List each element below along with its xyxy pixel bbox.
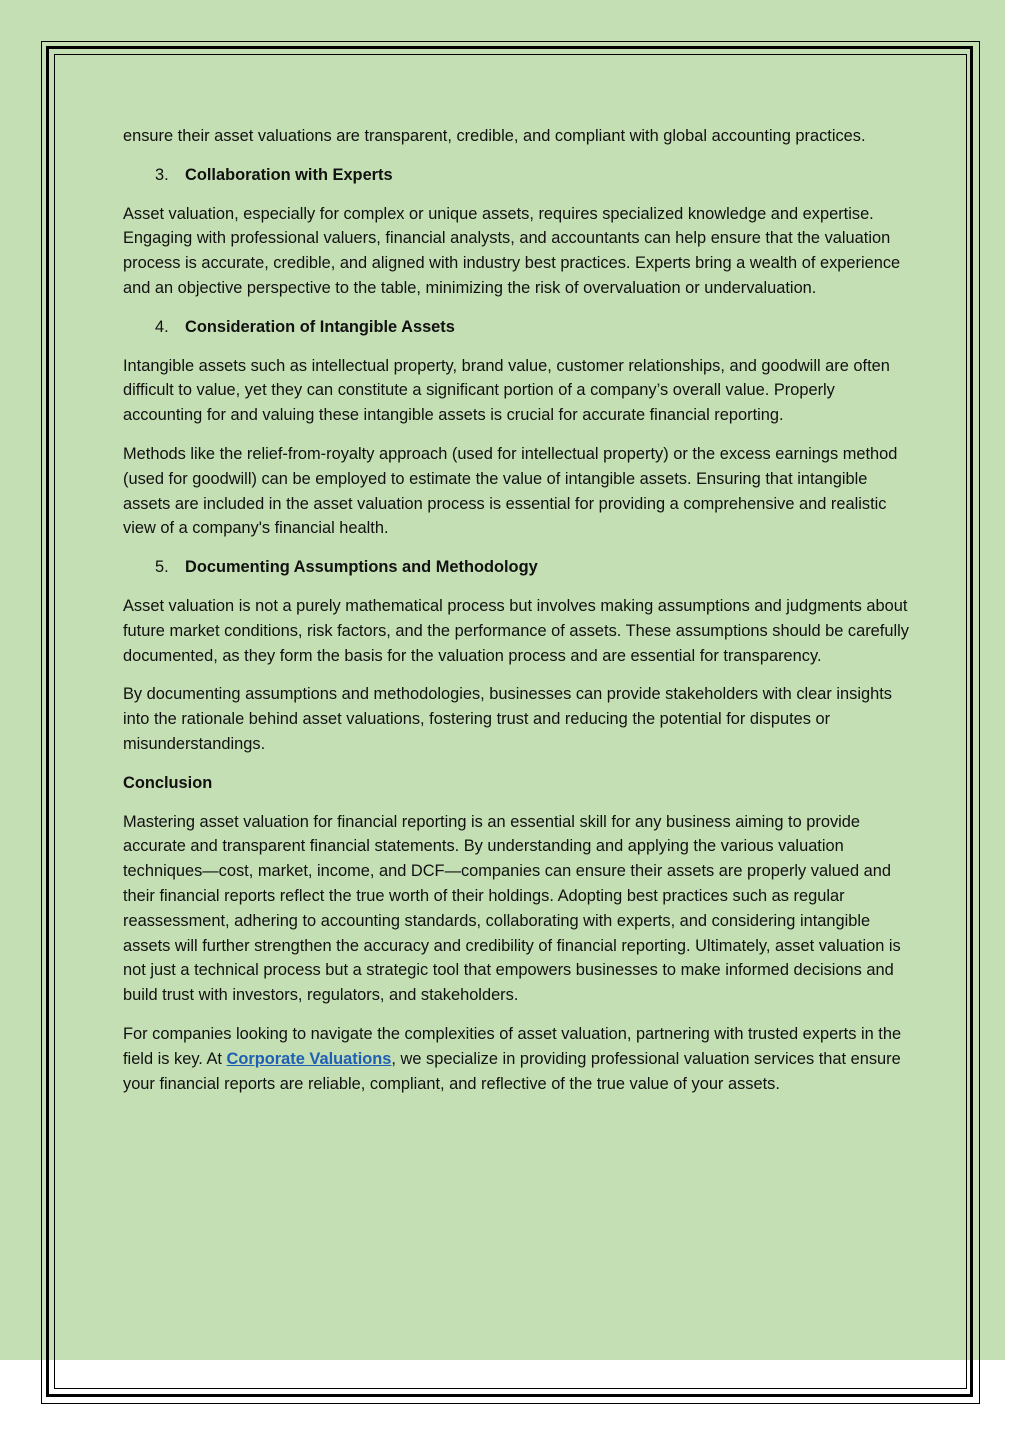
conclusion-paragraph: Mastering asset valuation for financial reporting is an essential skill for any business aiming to provide accurate and transparent financial statements. By understanding and applying the various valuation techniques—cost, market, income, and DCF—companies can ensure their assets are properly valued and their financial reports reflect the true worth of their holdings. Adopting best practices such as regular reassessment, adhering to accounting standards, collaborating with experts, and considering intangible assets will further strengthen the accuracy and credibility of financial reporting. Ultimately, asset valuation is not just a technical process but a strategic tool that empowers businesses to make informed decisions and build trust with investors, regulators, and stakeholders. (123, 812, 901, 1005)
closing-text-before-link: For companies looking to navigate the complexities of asset valuation, partnering with trusted experts in the field is key. At (123, 1024, 902, 1068)
conclusion-heading: Conclusion (123, 773, 213, 792)
closing-paragraph (123, 1022, 913, 1096)
section-number: 5. (155, 558, 169, 577)
section-heading-intangible-assets (123, 315, 913, 340)
section-title: Documenting Assumptions and Methodology (185, 558, 538, 577)
corporate-valuations-link[interactable]: Corporate Valuations (226, 1049, 392, 1068)
section-number: 3. (155, 165, 169, 184)
document-body (123, 124, 913, 1110)
paragraph: Asset valuation, especially for complex or unique assets, requires specialized knowledge and expertise. Engaging with professional valuers, financial analysts, and accountants can help ensure that the valuation process is accurate, credible, and aligned with industry best practices. Experts bring a wealth of experience and an objective perspective to the table, minimizing the risk of overvaluation or undervaluation. (123, 204, 901, 297)
closing-text-after-link: , we specialize in providing professional valuation services that ensure your financial reports are reliable, compliant, and reflective of the true value of your assets. (123, 1049, 901, 1093)
section-title: Consideration of Intangible Assets (185, 317, 455, 336)
section-heading-collaboration (123, 163, 913, 188)
paragraph: Intangible assets such as intellectual property, brand value, customer relationships, and goodwill are often difficult to value, yet they can constitute a significant portion of a company’s overall value. Properly accounting for and valuing these intangible assets is crucial for accurate financial reporting. (123, 356, 890, 425)
section-heading-documenting-assumptions (123, 555, 913, 580)
paragraph: Asset valuation is not a purely mathematical process but involves making assumptions and judgments about future market conditions, risk factors, and the performance of assets. These assumptions should be carefully documented, as they form the basis for the valuation process and are essential for transparency. (123, 596, 909, 665)
section-title: Collaboration with Experts (185, 165, 393, 184)
section-number: 4. (155, 317, 169, 336)
intro-continuation: ensure their asset valuations are transparent, credible, and compliant with global accounting practices. (123, 127, 866, 145)
paragraph: Methods like the relief-from-royalty approach (used for intellectual property) or the excess earnings method (used for goodwill) can be employed to estimate the value of intangible assets. Ensuring that intangible assets are included in the asset valuation process is essential for providing a comprehensive and realistic view of a company's financial health. (123, 444, 898, 538)
paragraph: By documenting assumptions and methodologies, businesses can provide stakeholders with clear insights into the rationale behind asset valuations, fostering trust and reducing the potential for disputes or misunderstandings. (123, 685, 892, 753)
